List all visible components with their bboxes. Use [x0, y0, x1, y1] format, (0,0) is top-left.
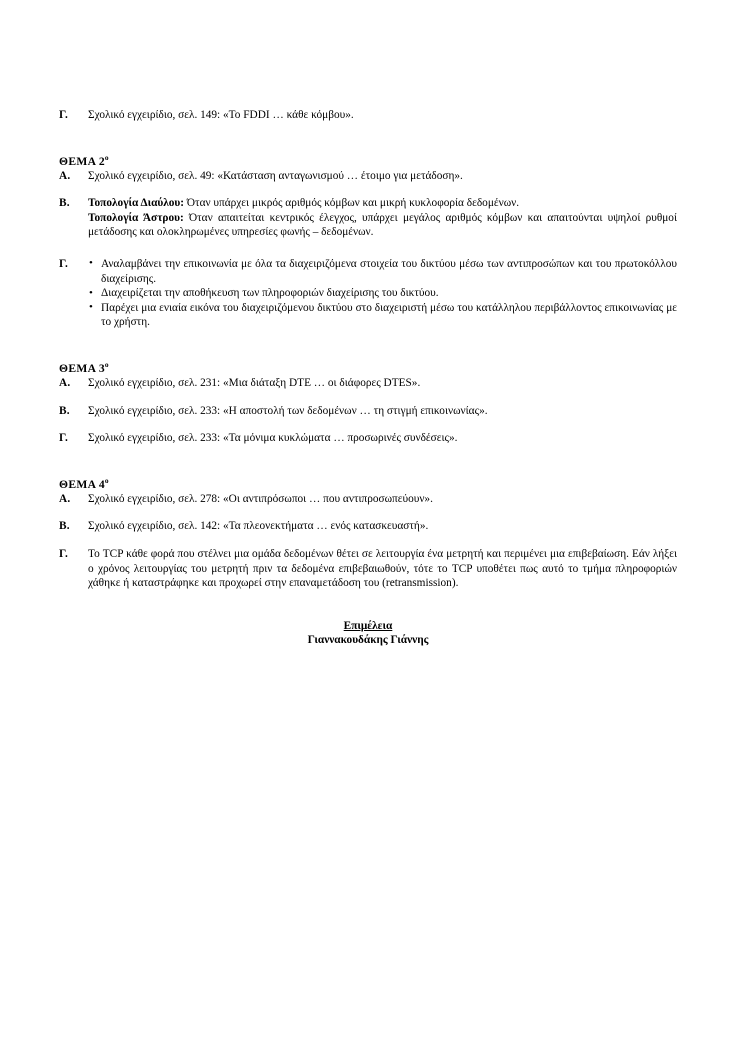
answer-item-2c	[59, 257, 677, 330]
spacer	[59, 183, 677, 196]
spacer	[59, 418, 677, 431]
spacer	[59, 123, 677, 154]
list-item: • Παρέχει μια ενιαία εικόνα του διαχειριζόμενου δικτύου στο διαχειριστή μέσω του κατάλληλου περιβάλλοντος επικοινωνίας με το χρήστη.	[88, 301, 677, 330]
answer-item-label: Α.	[59, 492, 71, 505]
signature-block	[59, 619, 677, 648]
answer-item-text: Σχολικό εγχειρίδιο, σελ. 233: «Η αποστολή των δεδομένων … τη στιγμή επικοινωνίας».	[88, 404, 488, 417]
answer-item-text: Σχολικό εγχειρίδιο, σελ. 49: «Κατάσταση ανταγωνισμού … έτοιμο για μετάδοση».	[88, 169, 463, 182]
spacer	[59, 240, 677, 257]
section-heading-thema-2	[59, 154, 677, 169]
answer-item-text: Σχολικό εγχειρίδιο, σελ. 142: «Τα πλεονεκτήματα … ενός κατασκευαστή».	[88, 520, 429, 533]
answer-item-label: Α.	[59, 376, 71, 389]
topology-bus-description: Όταν υπάρχει μικρός αριθμός κόμβων και μικρή κυκλοφορία δεδομένων.	[184, 197, 520, 210]
section-heading-superscript: ο	[104, 152, 109, 162]
answer-item-label: Α.	[59, 169, 71, 182]
answer-item-3b	[59, 404, 677, 419]
answer-item-text: Το TCP κάθε φορά που στέλνει μια ομάδα δεδομένων θέτει σε λειτουργία ένα μετρητή και περιμένει μια επιβεβαίωση. Εάν λήξει ο χρόνος λειτουργίας του μετρητή πριν τα δεδομένα επιβεβαιωθούν, τότε το TCP υποθέτει πως αυτό το τμήμα πληροφοριών χάθηκε ή καταστράφηκε και προχωρεί στην επαναμετάδοση του (retransmission).	[88, 547, 677, 590]
answer-item-text: Σχολικό εγχειρίδιο, σελ. 233: «Τα μόνιμα κυκλώματα … προσωρινές συνδέσεις».	[88, 432, 458, 445]
section-heading-text: ΘΕΜΑ 3	[59, 361, 105, 375]
topology-star-description: Όταν απαιτείται κεντρικός έλεγχος, υπάρχει μεγάλος αριθμός κόμβων και απαιτούνται υψηλοί ρυθμοί μετάδοσης και ολοκληρωμένες υπηρεσίες φωνής – δεδομένων.	[88, 211, 677, 239]
section-heading-text: ΘΕΜΑ 2	[59, 154, 105, 168]
list-item: • Αναλαμβάνει την επικοινωνία με όλα τα διαχειριζόμενα στοιχεία του δικτύου μέσω των αντιπροσώπων και του πρωτοκόλλου διαχείρισης.	[88, 257, 677, 286]
answer-item-label: Β.	[59, 520, 70, 533]
answer-item-label: Β.	[59, 197, 70, 210]
answer-item-label: Γ.	[59, 109, 69, 121]
spacer	[59, 446, 677, 477]
answer-item-text: Σχολικό εγχειρίδιο, σελ. 231: «Μια διάταξη DTE … οι διάφορες DTES».	[88, 376, 421, 389]
answer-item-4b	[59, 519, 677, 534]
list-item: • Διαχειρίζεται την αποθήκευση των πληροφοριών διαχείρισης του δικτύου.	[88, 286, 677, 301]
answer-item-3a	[59, 376, 677, 391]
document-content	[59, 108, 677, 648]
answer-item-top	[59, 108, 677, 123]
answer-item-2b	[59, 196, 677, 240]
topology-star-line	[88, 211, 677, 240]
section-heading-superscript: ο	[104, 475, 109, 485]
answer-item-4c	[59, 547, 677, 591]
answer-item-3c	[59, 431, 677, 446]
spacer	[59, 506, 677, 519]
spacer	[59, 330, 677, 361]
topology-star-term: Τοπολογία Άστρου:	[88, 211, 184, 224]
answer-item-text: Σχολικό εγχειρίδιο, σελ. 149: «Το FDDI … κάθε κόμβου».	[88, 109, 354, 121]
answer-item-2a	[59, 169, 677, 184]
answer-item-text: Σχολικό εγχειρίδιο, σελ. 278: «Οι αντιπρόσωποι … που αντιπροσωπεύουν».	[88, 492, 433, 505]
spacer	[59, 534, 677, 547]
answer-item-label: Γ.	[59, 432, 69, 445]
section-heading-thema-3	[59, 361, 677, 376]
section-heading-thema-4	[59, 477, 677, 492]
answer-item-4a	[59, 492, 677, 507]
signature-title: Επιμέλεια	[343, 619, 393, 632]
answer-item-label: Γ.	[59, 257, 69, 270]
section-heading-text: ΘΕΜΑ 4	[59, 477, 105, 491]
answer-item-label: Β.	[59, 404, 70, 417]
section-heading-superscript: ο	[104, 360, 109, 370]
signature-name: Γιαννακουδάκης Γιάννης	[307, 634, 429, 647]
topology-bus-line	[88, 196, 677, 211]
answer-item-text	[88, 196, 677, 240]
topology-bus-term: Τοπολογία Διαύλου:	[88, 197, 185, 210]
answer-bullet-list	[88, 257, 677, 330]
answer-item-text	[88, 257, 677, 330]
answer-item-label: Γ.	[59, 547, 69, 560]
spacer	[59, 391, 677, 404]
